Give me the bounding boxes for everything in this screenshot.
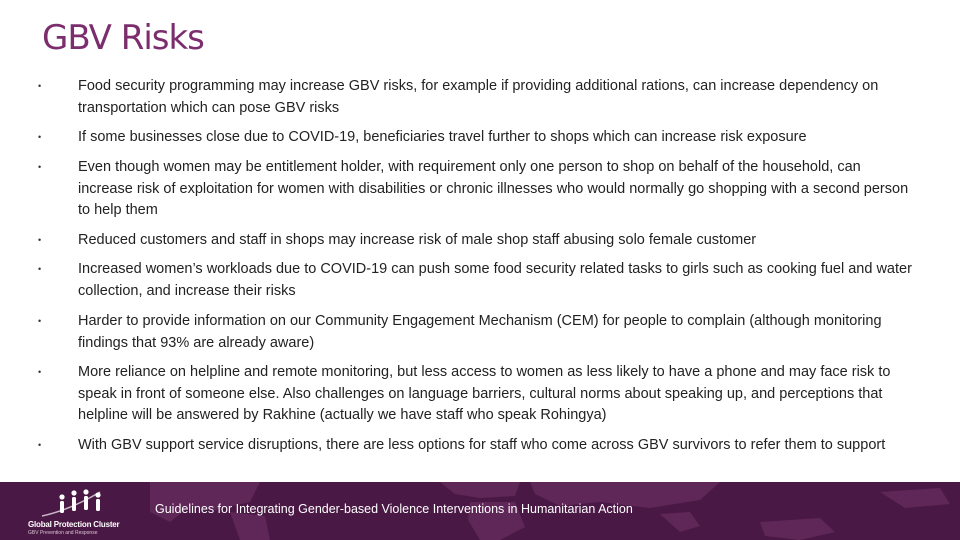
people-figures-icon (40, 488, 120, 518)
bullet-item (38, 311, 918, 354)
bullet-marker: • (38, 162, 42, 172)
bullet-text: With GBV support service disruptions, there are less options for staff who come across GBV survivors to refer them to support (78, 437, 886, 453)
bullet-text: Food security programming may increase GBV risks, for example if providing additional rations, can increase dependency on transportation which can pose GBV risks (78, 78, 879, 116)
bullet-item (38, 127, 918, 149)
bullet-text: Reduced customers and staff in shops may increase risk of male shop staff abusing solo female customer (78, 232, 757, 248)
bullet-item (38, 157, 918, 222)
slide-title: GBV Risks (42, 18, 204, 58)
bullet-marker: • (38, 440, 42, 450)
footer-caption: Guidelines for Integrating Gender-based Violence Interventions in Humanitarian Action (155, 502, 633, 516)
logo-name: Global Protection Cluster (28, 520, 120, 529)
global-protection-cluster-logo (28, 488, 138, 538)
logo-tagline: GBV Prevention and Response (28, 530, 98, 536)
footer-bar (0, 482, 960, 540)
bullet-item (38, 259, 918, 302)
bullet-text: If some businesses close due to COVID-19, beneficiaries travel further to shops which can increase risk exposure (78, 129, 807, 145)
bullet-text: Increased women’s workloads due to COVID-19 can push some food security related tasks to girls such as cooking fuel and water collection, and increase their risks (78, 261, 912, 299)
bullet-item (38, 76, 918, 119)
bullet-text: Even though women may be entitlement holder, with requirement only one person to shop on behalf of the household, can increase risk of exploitation for women with disabilities or chronic illnesses who would normally go shopping with a second person to help them (78, 159, 909, 218)
bullet-text: Harder to provide information on our Community Engagement Mechanism (CEM) for people to complain (although monitoring findings that 93% are already aware) (78, 313, 882, 351)
bullet-item (38, 230, 918, 252)
bullet-marker: • (38, 235, 42, 245)
bullet-item (38, 362, 918, 427)
bullet-marker: • (38, 367, 42, 377)
bullet-marker: • (38, 316, 42, 326)
bullet-marker: • (38, 264, 42, 274)
bullet-text: More reliance on helpline and remote monitoring, but less access to women as less likely to have a phone and may face risk to speak in front of someone else. Also challenges on language barriers, cultural norms about speaking up, and perceptions that helpline will be answered by Rakhine (actually we have staff who speak Rohingya) (78, 364, 891, 423)
bullet-marker: • (38, 132, 42, 142)
bullet-marker: • (38, 81, 42, 91)
bullet-item (38, 435, 918, 457)
